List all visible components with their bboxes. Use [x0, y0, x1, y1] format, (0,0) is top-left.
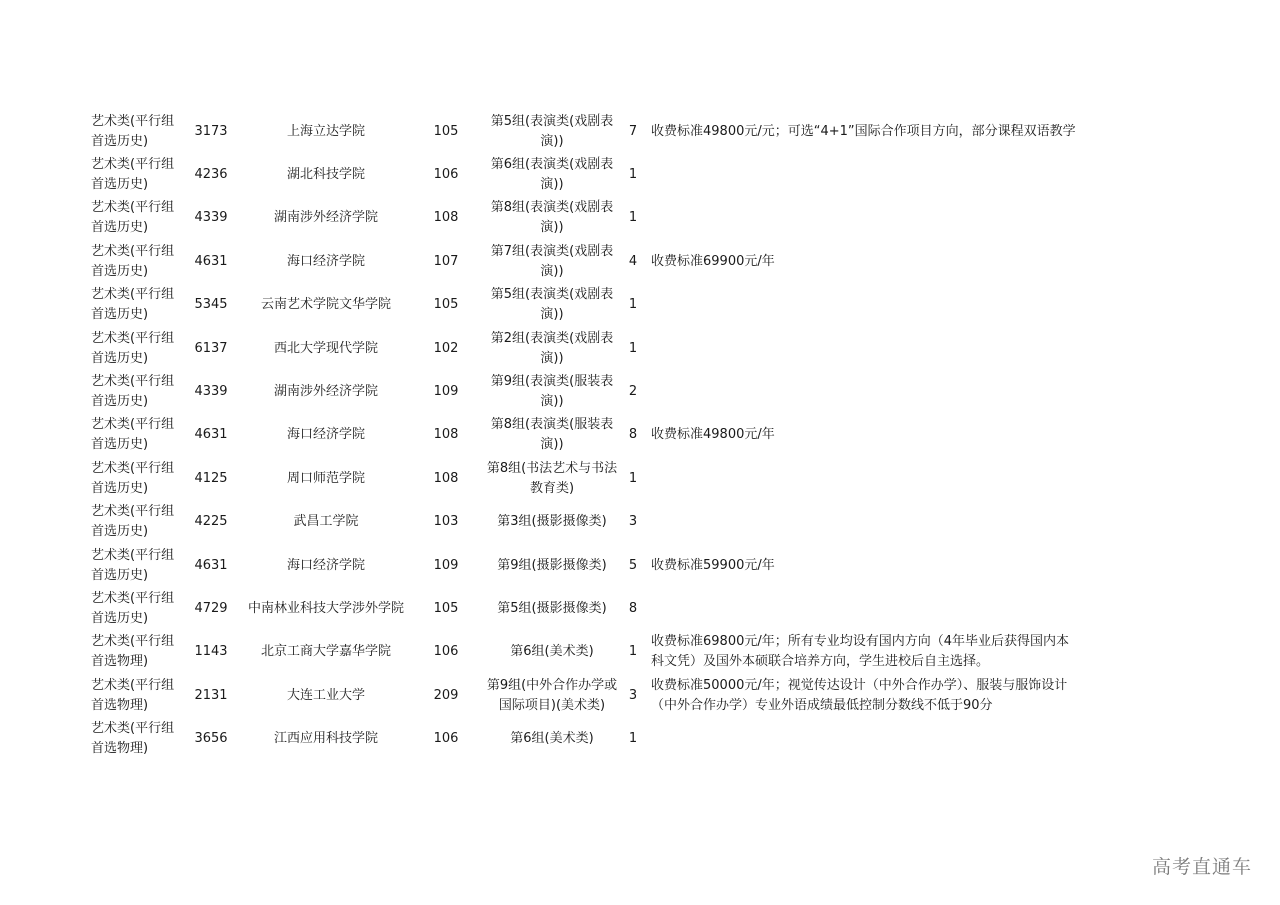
table-row [85, 544, 1081, 587]
group-cell: 第9组(表演类(服装表演)) [490, 374, 614, 410]
count-cell: 3 [628, 687, 638, 703]
school-cell: 湖南涉外经济学院 [273, 210, 378, 226]
table-row [85, 501, 1081, 544]
group-cell: 第5组(摄影摄像类) [497, 600, 607, 616]
group-cell: 第8组(表演类(戏剧表演)) [490, 200, 614, 236]
number-cell: 105 [433, 123, 459, 139]
group-cell: 第5组(表演类(戏剧表演)) [490, 287, 614, 323]
group-cell: 第7组(表演类(戏剧表演)) [490, 243, 614, 279]
count-cell: 8 [628, 600, 638, 616]
table-row [85, 240, 1081, 283]
count-cell: 1 [628, 210, 638, 226]
group-cell: 第6组(美术类) [510, 644, 594, 660]
number-cell: 106 [433, 644, 459, 660]
note-cell [643, 457, 1081, 500]
count-cell: 5 [628, 557, 638, 573]
category-cell: 艺术类(平行组首选历史) [91, 460, 175, 496]
admission-table [85, 110, 1081, 761]
group-cell: 第8组(表演类(服装表演)) [490, 417, 614, 453]
school-cell: 云南艺术学院文华学院 [260, 297, 391, 313]
code-cell: 5345 [194, 297, 228, 313]
count-cell: 1 [628, 644, 638, 660]
count-cell: 1 [628, 340, 638, 356]
note-cell: 收费标准59900元/年 [651, 557, 775, 573]
group-cell: 第9组(摄影摄像类) [497, 557, 607, 573]
note-cell [643, 501, 1081, 544]
category-cell: 艺术类(平行组首选历史) [91, 243, 175, 279]
note-cell [643, 197, 1081, 240]
school-cell: 大连工业大学 [286, 687, 365, 703]
school-cell: 江西应用科技学院 [273, 731, 378, 747]
code-cell: 6137 [194, 340, 228, 356]
number-cell: 108 [433, 210, 459, 226]
school-cell: 湖南涉外经济学院 [273, 384, 378, 400]
school-cell: 周口师范学院 [286, 470, 365, 486]
school-cell: 武昌工学院 [293, 514, 359, 530]
count-cell: 2 [628, 384, 638, 400]
school-cell: 海口经济学院 [286, 427, 365, 443]
watermark: 高考直通车 [1151, 856, 1252, 878]
table-row [85, 110, 1081, 153]
count-cell: 3 [628, 514, 638, 530]
count-cell: 4 [628, 253, 638, 269]
note-cell: 收费标准49800元/年 [651, 427, 775, 443]
note-cell [643, 327, 1081, 370]
code-cell: 2131 [194, 687, 228, 703]
group-cell: 第5组(表演类(戏剧表演)) [490, 113, 614, 149]
group-cell: 第6组(美术类) [510, 731, 594, 747]
code-cell: 4729 [194, 600, 228, 616]
table-row [85, 717, 1081, 760]
note-cell [643, 153, 1081, 196]
number-cell: 106 [433, 167, 459, 183]
school-cell: 中南林业科技大学涉外学院 [247, 600, 404, 616]
table-row [85, 327, 1081, 370]
code-cell: 3173 [194, 123, 228, 139]
category-cell: 艺术类(平行组首选物理) [91, 721, 175, 757]
group-cell: 第2组(表演类(戏剧表演)) [490, 330, 614, 366]
school-cell: 西北大学现代学院 [273, 340, 378, 356]
table-row [85, 631, 1081, 674]
category-cell: 艺术类(平行组首选物理) [91, 634, 175, 670]
number-cell: 105 [433, 297, 459, 313]
count-cell: 1 [628, 731, 638, 747]
number-cell: 109 [433, 384, 459, 400]
count-cell: 8 [628, 427, 638, 443]
count-cell: 1 [628, 167, 638, 183]
group-cell: 第8组(书法艺术与书法教育类) [486, 460, 618, 496]
code-cell: 1143 [194, 644, 228, 660]
code-cell: 4236 [194, 167, 228, 183]
code-cell: 3656 [194, 731, 228, 747]
category-cell: 艺术类(平行组首选历史) [91, 287, 175, 323]
group-cell: 第3组(摄影摄像类) [497, 514, 607, 530]
table-row [85, 414, 1081, 457]
table-row [85, 457, 1081, 500]
note-cell: 收费标准49800元/元；可选“4+1”国际合作项目方向，部分课程双语教学 [651, 123, 1076, 139]
table-row [85, 153, 1081, 196]
count-cell: 1 [628, 297, 638, 313]
note-cell [643, 370, 1081, 413]
table-row [85, 587, 1081, 630]
table-row [85, 284, 1081, 327]
category-cell: 艺术类(平行组首选历史) [91, 504, 175, 540]
note-cell [643, 284, 1081, 327]
code-cell: 4631 [194, 253, 228, 269]
code-cell: 4339 [194, 210, 228, 226]
note-cell [643, 587, 1081, 630]
category-cell: 艺术类(平行组首选历史) [91, 200, 175, 236]
school-cell: 上海立达学院 [286, 123, 365, 139]
code-cell: 4631 [194, 427, 228, 443]
number-cell: 209 [433, 687, 459, 703]
school-cell: 海口经济学院 [286, 253, 365, 269]
category-cell: 艺术类(平行组首选历史) [91, 374, 175, 410]
category-cell: 艺术类(平行组首选历史) [91, 417, 175, 453]
number-cell: 105 [433, 600, 459, 616]
category-cell: 艺术类(平行组首选历史) [91, 157, 175, 193]
note-cell: 收费标准69900元/年 [651, 253, 775, 269]
category-cell: 艺术类(平行组首选历史) [91, 547, 175, 583]
note-cell [643, 717, 1081, 760]
group-cell: 第9组(中外合作办学或国际项目)(美术类) [486, 677, 618, 713]
code-cell: 4225 [194, 514, 228, 530]
count-cell: 7 [628, 123, 638, 139]
code-cell: 4631 [194, 557, 228, 573]
table-row [85, 674, 1081, 717]
code-cell: 4125 [194, 470, 228, 486]
count-cell: 1 [628, 470, 638, 486]
note-cell: 收费标准69800元/年；所有专业均设有国内方向（4年毕业后获得国内本科文凭）及国外本硕联合培养方向，学生进校后自主选择。 [651, 634, 1070, 670]
table-row [85, 370, 1081, 413]
number-cell: 102 [433, 340, 459, 356]
number-cell: 107 [433, 253, 459, 269]
admission-table-body [85, 110, 1081, 761]
school-cell: 海口经济学院 [286, 557, 365, 573]
school-cell: 北京工商大学嘉华学院 [260, 644, 391, 660]
number-cell: 108 [433, 427, 459, 443]
number-cell: 106 [433, 731, 459, 747]
group-cell: 第6组(表演类(戏剧表演)) [490, 157, 614, 193]
note-cell: 收费标准50000元/年；视觉传达设计（中外合作办学）、服装与服饰设计（中外合作办学）专业外语成绩最低控制分数线不低于90分 [651, 677, 1068, 713]
code-cell: 4339 [194, 384, 228, 400]
table-row [85, 197, 1081, 240]
number-cell: 103 [433, 514, 459, 530]
number-cell: 109 [433, 557, 459, 573]
school-cell: 湖北科技学院 [286, 167, 365, 183]
category-cell: 艺术类(平行组首选历史) [91, 113, 175, 149]
category-cell: 艺术类(平行组首选物理) [91, 677, 175, 713]
category-cell: 艺术类(平行组首选历史) [91, 590, 175, 626]
number-cell: 108 [433, 470, 459, 486]
category-cell: 艺术类(平行组首选历史) [91, 330, 175, 366]
